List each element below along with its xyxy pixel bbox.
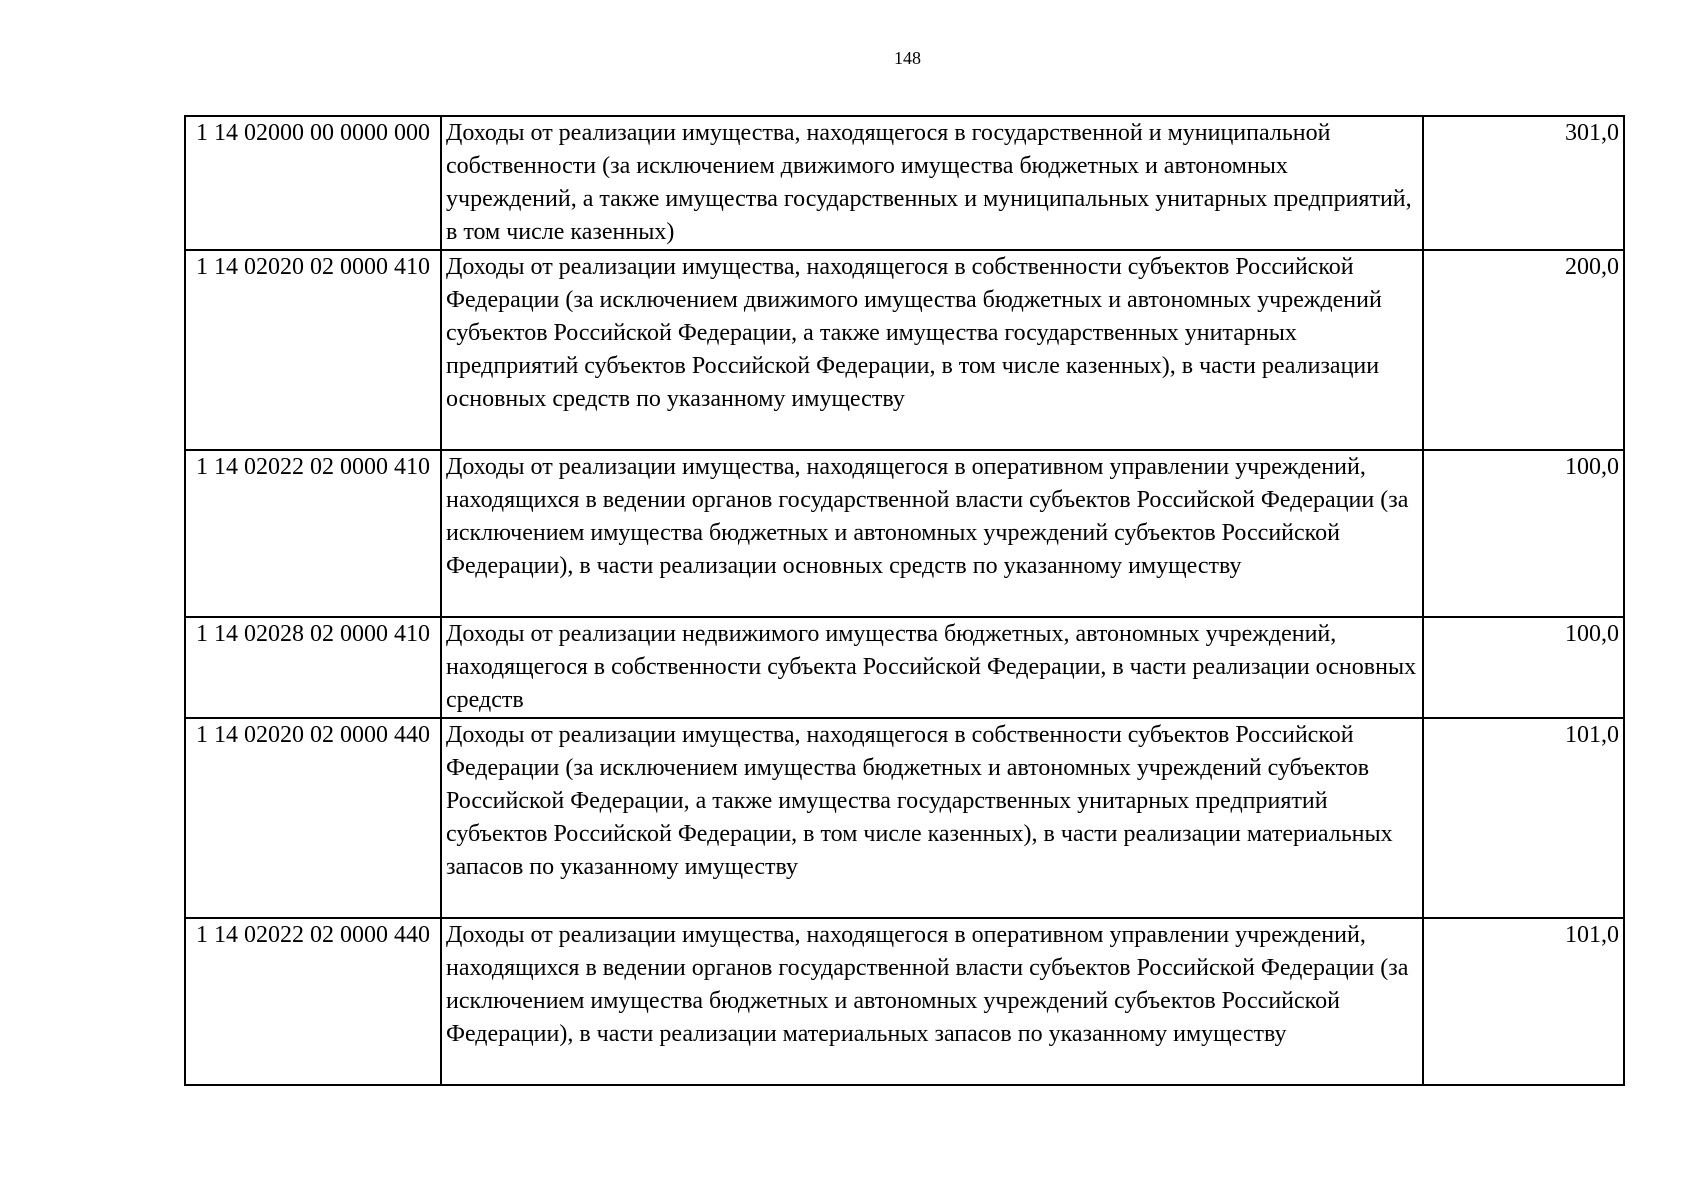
revenue-table [184,115,1625,1086]
budget-code-cell: 1 14 02020 02 0000 440 [185,718,441,918]
amount-cell: 100,0 [1423,617,1624,718]
amount-cell: 200,0 [1423,250,1624,450]
table-row [185,450,1624,617]
description-cell: Доходы от реализации имущества, находящегося в государственной и муниципальной собственности (за исключением движимого имущества бюджетных и автономных учреждений, а также имущества государственных и муниципальных унитарных предприятий, в том числе казенных) [441,116,1423,250]
budget-code-cell: 1 14 02020 02 0000 410 [185,250,441,450]
table-row [185,918,1624,1085]
table-row [185,718,1624,918]
description-cell: Доходы от реализации имущества, находящегося в собственности субъектов Российской Федерации (за исключением имущества бюджетных и автономных учреждений субъектов Российской Федерации, а также имущества государственных унитарных предприятий субъектов Российской Федерации, в том числе казенных), в части реализации материальных запасов по указанному имуществу [441,718,1423,918]
amount-cell: 101,0 [1423,918,1624,1085]
budget-code-cell: 1 14 02028 02 0000 410 [185,617,441,718]
budget-code-cell: 1 14 02000 00 0000 000 [185,116,441,250]
description-cell: Доходы от реализации имущества, находящегося в собственности субъектов Российской Федерации (за исключением движимого имущества бюджетных и автономных учреждений субъектов Российской Федерации, а также имущества государственных унитарных предприятий субъектов Российской Федерации, в том числе казенных), в части реализации основных средств по указанному имуществу [441,250,1423,450]
page-number: 148 [894,48,921,68]
budget-code-cell: 1 14 02022 02 0000 440 [185,918,441,1085]
description-cell: Доходы от реализации имущества, находящегося в оперативном управлении учреждений, находящихся в ведении органов государственной власти субъектов Российской Федерации (за исключением имущества бюджетных и автономных учреждений субъектов Российской Федерации), в части реализации основных средств по указанному имуществу [441,450,1423,617]
table-row [185,116,1624,250]
description-cell: Доходы от реализации имущества, находящегося в оперативном управлении учреждений, находящихся в ведении органов государственной власти субъектов Российской Федерации (за исключением имущества бюджетных и автономных учреждений субъектов Российской Федерации), в части реализации материальных запасов по указанному имуществу [441,918,1423,1085]
table-row [185,617,1624,718]
table-row [185,250,1624,450]
amount-cell: 301,0 [1423,116,1624,250]
description-cell: Доходы от реализации недвижимого имущества бюджетных, автономных учреждений, находящегося в собственности субъекта Российской Федерации, в части реализации основных средств [441,617,1423,718]
amount-cell: 101,0 [1423,718,1624,918]
amount-cell: 100,0 [1423,450,1624,617]
budget-code-cell: 1 14 02022 02 0000 410 [185,450,441,617]
